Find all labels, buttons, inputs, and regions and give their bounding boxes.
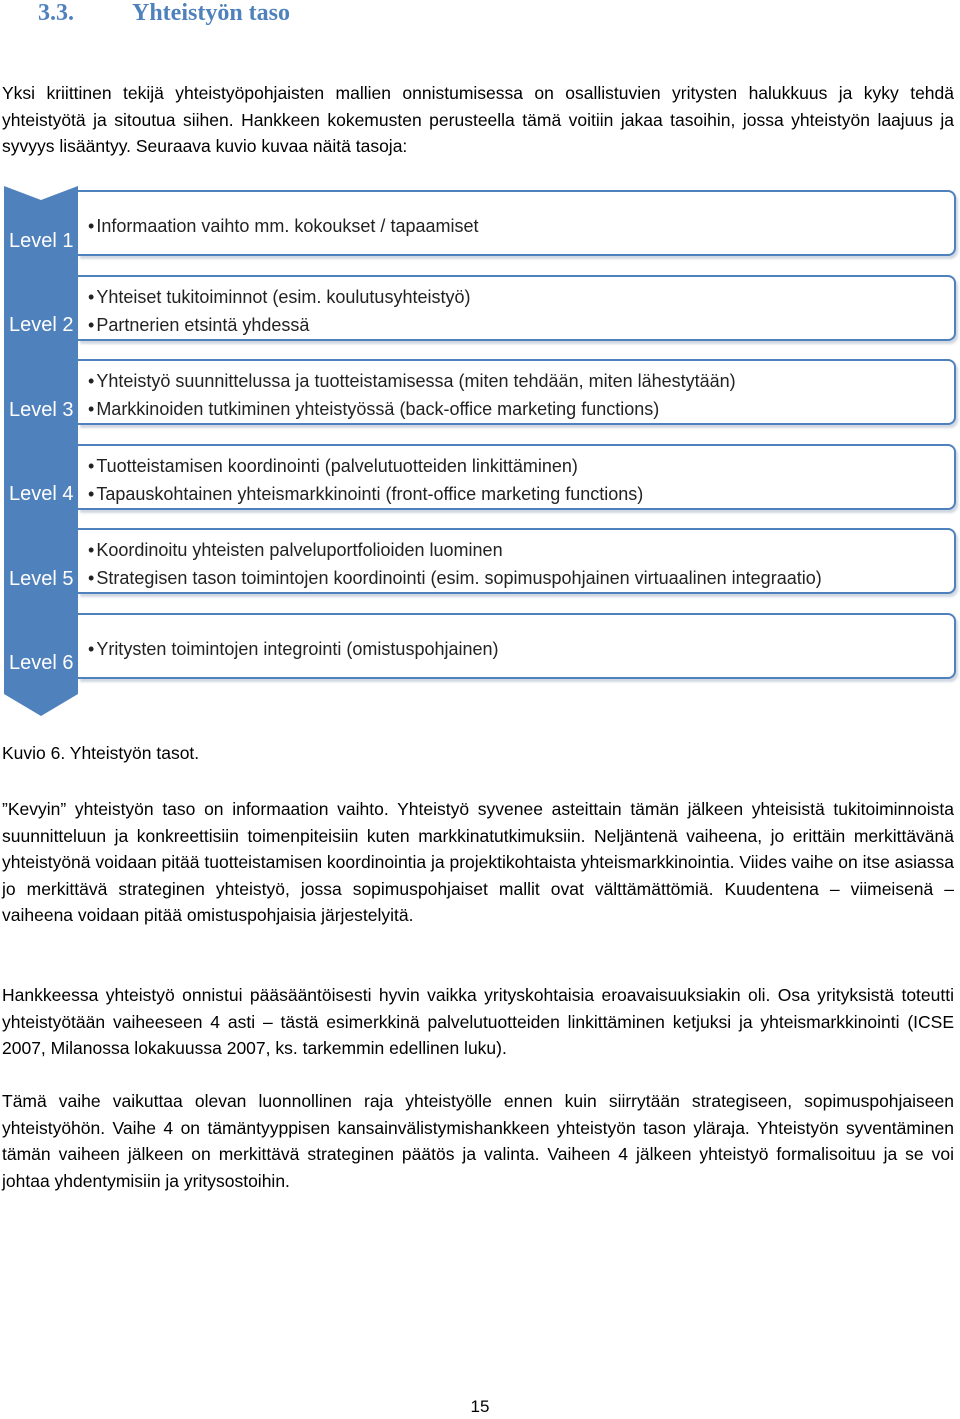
section-heading bbox=[38, 0, 290, 27]
level-item: • Yritysten toimintojen integrointi (omistuspohjainen) bbox=[88, 635, 954, 663]
level-item: • Tapauskohtainen yhteismarkkinointi (front-office marketing functions) bbox=[88, 480, 954, 508]
section-title: Yhteistyön taso bbox=[132, 0, 291, 26]
level-item: • Strategisen tason toimintojen koordinointi (esim. sopimuspohjainen virtuaalinen integraatio) bbox=[88, 564, 954, 592]
body-paragraph: Tämä vaihe vaikuttaa olevan luonnollinen raja yhteistyölle ennen kuin siirrytään strategiseen, sopimuspohjaiseen yhteistyöhön. Vaihe 4 on tämäntyyppisen kansainvälistymishankkeen yhteistyön tason yläraja. Yhteistyön syventäminen tämän vaiheen jälkeen on merkittävä strateginen päätös ja valinta. Vaiheen 4 jälkeen yhteistyö formalisoituu ja se voi johtaa yhdentymisiin ja yritysostoihin. bbox=[2, 1091, 954, 1191]
body-paragraph: ”Kevyin” yhteistyön taso on informaation vaihto. Yhteistyö syvenee asteittain tämän jälkeen yhteisistä tukitoiminnoista suunnitteluun ja konkreettisiin toimenpiteisiin kuten markkinatutkimuksiin. Neljäntenä vaiheena, jo erittäin merkittävänä yhteistyönä voidaan pitää tuotteistamisen koordinointia ja projektikohtaista yhteismarkkinointia. Viides vaihe on itse asiassa jo merkittävä strateginen yhteistyö, jossa sopimuspohjaiset mallit ovat välttämättömiä. Kuudentena – viimeisenä – vaiheena voidaan pitää omistuspohjaisia järjestelyitä. bbox=[2, 799, 955, 925]
level-item: • Markkinoiden tutkiminen yhteistyössä (back-office marketing functions) bbox=[88, 395, 954, 423]
section-number: 3.3. bbox=[38, 0, 74, 26]
levels-diagram bbox=[0, 186, 960, 718]
figure-caption: Kuvio 6. Yhteistyön tasot. bbox=[2, 743, 200, 763]
level-box bbox=[78, 190, 956, 256]
chevron-shape bbox=[4, 608, 78, 718]
level-item: • Yhteistyö suunnittelussa ja tuotteistamisessa (miten tehdään, miten lähestytään) bbox=[88, 367, 954, 395]
intro-paragraph: Yksi kriittinen tekijä yhteistyöpohjaisten mallien onnistumisessa on osallistuvien yritysten halukkuus ja kyky tehdä yhteistyötä ja sitoutua siihen. Hankkeen kokemusten perusteella tämä voitiin jakaa tasoihin, jossa yhteistyön laajuus ja syvyys lisääntyy. Seuraava kuvio kuvaa näitä tasoja: bbox=[2, 83, 954, 156]
level-item: • Partnerien etsintä yhdessä bbox=[88, 311, 954, 339]
level-box bbox=[78, 613, 956, 679]
level-box bbox=[78, 359, 956, 425]
level-label: Level 2 bbox=[9, 314, 74, 336]
level-box bbox=[78, 528, 956, 594]
level-item: • Informaation vaihto mm. kokoukset / tapaamiset bbox=[88, 212, 954, 240]
body-paragraph: Hankkeessa yhteistyö onnistui pääsääntöisesti hyvin vaikka yrityskohtaisia eroavaisuuksiakin oli. Osa yrityksistä toteutti yhteistyötään vaiheeseen 4 asti – tästä esimerkkinä palvelutuotteiden linkittäminen ketjuksi ja yhteismarkkinointi (ICSE 2007, Milanossa lokakuussa 2007, ks. tarkemmin edellinen luku). bbox=[2, 985, 954, 1058]
level-item: • Tuotteistamisen koordinointi (palvelutuotteiden linkittäminen) bbox=[88, 452, 954, 480]
level-label: Level 1 bbox=[9, 230, 74, 252]
level-label: Level 3 bbox=[9, 399, 74, 421]
page-number: 15 bbox=[470, 1397, 490, 1416]
level-label: Level 5 bbox=[9, 568, 74, 590]
level-label: Level 6 bbox=[9, 652, 74, 674]
level-label: Level 4 bbox=[9, 483, 74, 505]
level-item: • Koordinoitu yhteisten palveluportfolioiden luominen bbox=[88, 536, 954, 564]
level-box bbox=[78, 275, 956, 341]
level-item: • Yhteiset tukitoiminnot (esim. koulutusyhteistyö) bbox=[88, 283, 954, 311]
level-box bbox=[78, 444, 956, 510]
